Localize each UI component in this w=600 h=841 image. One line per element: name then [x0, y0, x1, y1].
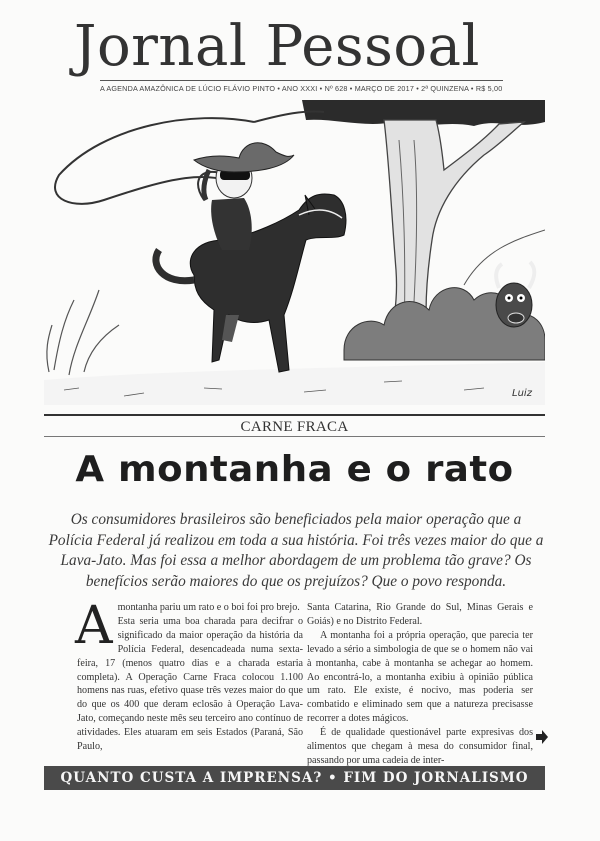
article-paragraph: Santa Catarina, Rio Grande do Sul, Minas Gerais e Goiás) e no Distrito Federal. — [307, 602, 533, 627]
cartoon-illustration — [44, 100, 545, 405]
continue-arrow-icon[interactable] — [535, 730, 549, 744]
masthead-title: Jornal Pessoal — [74, 14, 480, 79]
footer-banner[interactable] — [44, 766, 545, 790]
masthead-subtitle: A AGENDA AMAZÔNICA DE LÚCIO FLÁVIO PINTO • ANO XXXI • Nº 628 • MARÇO DE 2017 • 2ª QUINZENA • R$ 5,00 — [100, 84, 503, 93]
rule-thin — [44, 436, 545, 437]
article-headline: A montanha e o rato — [75, 449, 514, 490]
masthead-rule — [100, 80, 503, 81]
grass — [47, 290, 119, 375]
article-kicker: CARNE FRACA — [240, 419, 349, 435]
bull — [496, 262, 534, 327]
dropcap: A — [75, 596, 113, 656]
paragraph-text: montanha pariu um rato e o boi foi pro brejo. — [117, 602, 300, 613]
rule-thick — [44, 414, 545, 416]
article-column-right — [307, 601, 533, 768]
article-paragraph: É de qualidade questionável parte expresivas dos alimentos que chegam à mesa do consumidor final, passando por uma cadeia de inter- — [307, 727, 533, 766]
article-standfirst: Os consumidores brasileiros são beneficiados pela maior operação que a Polícia Federal já realizou em toda a sua história. Foi três vezes maior do que a Lava-Jato. Mas foi essa a melhor abordagem de um problema tão grave? Os benefícios serão maiores do que os prejuízos? Que o povo responda. — [48, 511, 544, 590]
cartoon-signature: Luiz — [512, 388, 532, 399]
article-paragraph: A montanha foi a própria operação, que parecia ter levado a sério a simbologia de que se o homem não vai à montanha, cabe à montanha se achegar ao homem. Ao encontrá-lo, a montanha exibiu à opinião pública um rato. Ele existe, é nocivo, mas poderia ser combatido e eliminado sem que a natureza precisasse recorrer a dotes mágicos. — [307, 629, 533, 725]
article-paragraph: Esta seria uma boa charada para decifrar o significado da maior operação da história da Polícia Federal, desencadeada numa sexta-feira, 17 (menos quatro dias e a charada estaria completa). A Operação Carne Fraca colocou 1.100 homens nas ruas, efetivo quase três vezes maior do que do que os 400 que deram eclosão à Operação Lava-Jato, começando neste mês seu terceiro ano contínuo de atividades. Eles atuaram em seis Estados (Paraná, São Paulo, — [77, 615, 303, 753]
article-paragraph — [75, 596, 303, 656]
cowboy-hat — [194, 143, 294, 172]
article-column-left — [75, 596, 303, 754]
banner-text: QUANTO CUSTA A IMPRENSA? • FIM DO JORNALISMO — [60, 770, 529, 786]
